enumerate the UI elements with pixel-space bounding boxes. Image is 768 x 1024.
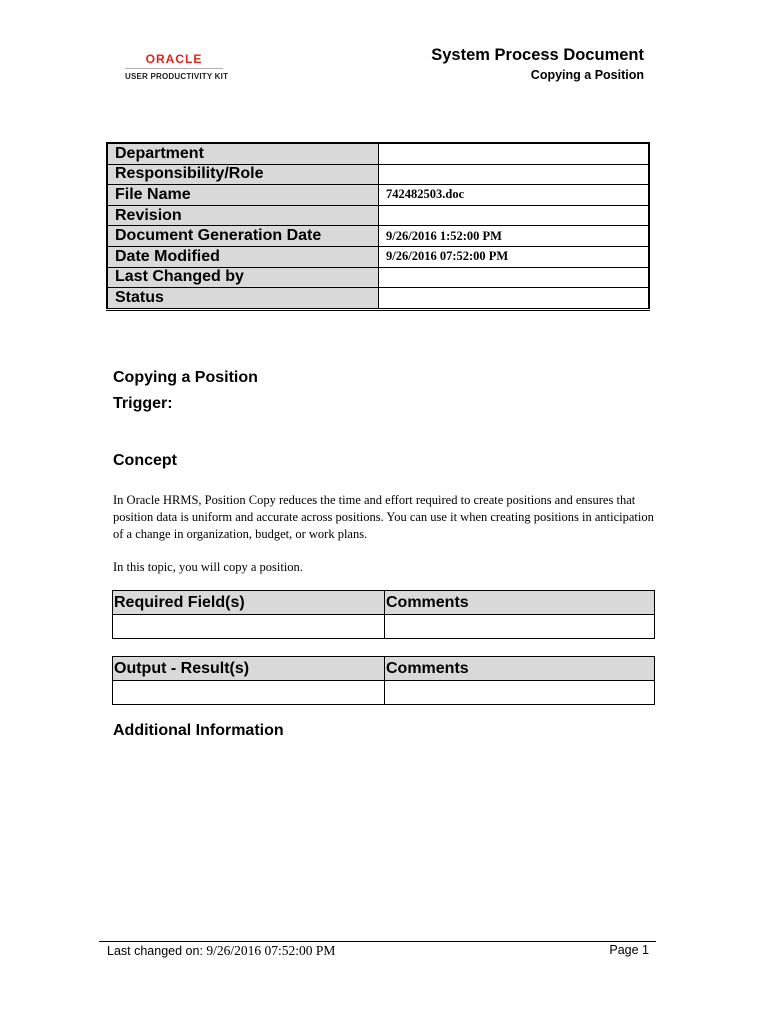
meta-value: 742482503.doc <box>379 185 650 206</box>
table-cell <box>385 615 655 639</box>
table-header-row <box>113 591 655 615</box>
table-row <box>107 185 649 206</box>
table-row <box>107 226 649 247</box>
meta-label: Document Generation Date <box>107 226 379 247</box>
meta-label: Department <box>107 143 379 164</box>
column-header: Comments <box>385 591 655 615</box>
required-fields-table <box>112 590 655 639</box>
meta-label: Status <box>107 288 379 310</box>
additional-info-heading: Additional Information <box>113 722 284 739</box>
footer-last-changed <box>107 943 335 959</box>
table-row <box>107 267 649 288</box>
meta-label: Last Changed by <box>107 267 379 288</box>
logo-brand: ORACLE <box>125 52 223 69</box>
column-header: Required Field(s) <box>113 591 385 615</box>
output-results-table <box>112 656 655 705</box>
table-cell <box>113 681 385 705</box>
oracle-upk-logo <box>125 52 240 81</box>
table-row <box>113 615 655 639</box>
table-row <box>113 681 655 705</box>
meta-value: 9/26/2016 07:52:00 PM <box>379 246 650 267</box>
table-header-row <box>113 657 655 681</box>
table-row <box>107 288 649 310</box>
footer-divider <box>99 941 656 942</box>
table-row <box>107 205 649 226</box>
trigger-label: Trigger: <box>113 395 173 412</box>
last-changed-label: Last changed on: <box>107 944 203 958</box>
document-subtitle: Copying a Position <box>530 68 644 82</box>
document-metadata-table <box>106 142 650 311</box>
page-number: Page 1 <box>609 943 649 957</box>
table-row <box>107 164 649 185</box>
meta-label: Date Modified <box>107 246 379 267</box>
column-header: Output - Result(s) <box>113 657 385 681</box>
table-row <box>107 246 649 267</box>
table-cell <box>113 615 385 639</box>
table-row <box>107 143 649 164</box>
meta-label: File Name <box>107 185 379 206</box>
meta-value: 9/26/2016 1:52:00 PM <box>379 226 650 247</box>
section-title: Copying a Position <box>113 369 258 386</box>
meta-value <box>379 143 650 164</box>
meta-value <box>379 205 650 226</box>
meta-value <box>379 267 650 288</box>
meta-value <box>379 164 650 185</box>
topic-paragraph: In this topic, you will copy a position. <box>113 560 303 574</box>
meta-value <box>379 288 650 310</box>
table-cell <box>385 681 655 705</box>
meta-label: Revision <box>107 205 379 226</box>
meta-label: Responsibility/Role <box>107 164 379 185</box>
last-changed-date: 9/26/2016 07:52:00 PM <box>206 943 336 958</box>
column-header: Comments <box>385 657 655 681</box>
concept-heading: Concept <box>113 452 177 469</box>
document-title: System Process Document <box>431 46 644 64</box>
concept-paragraph: In Oracle HRMS, Position Copy reduces the time and effort required to create positions and ensures that position data is uniform and accurate across positions. You can use it when creating positions in anticipation of a change in organization, budget, or work plans. <box>113 493 654 541</box>
logo-product: USER PRODUCTIVITY KIT <box>125 72 229 81</box>
